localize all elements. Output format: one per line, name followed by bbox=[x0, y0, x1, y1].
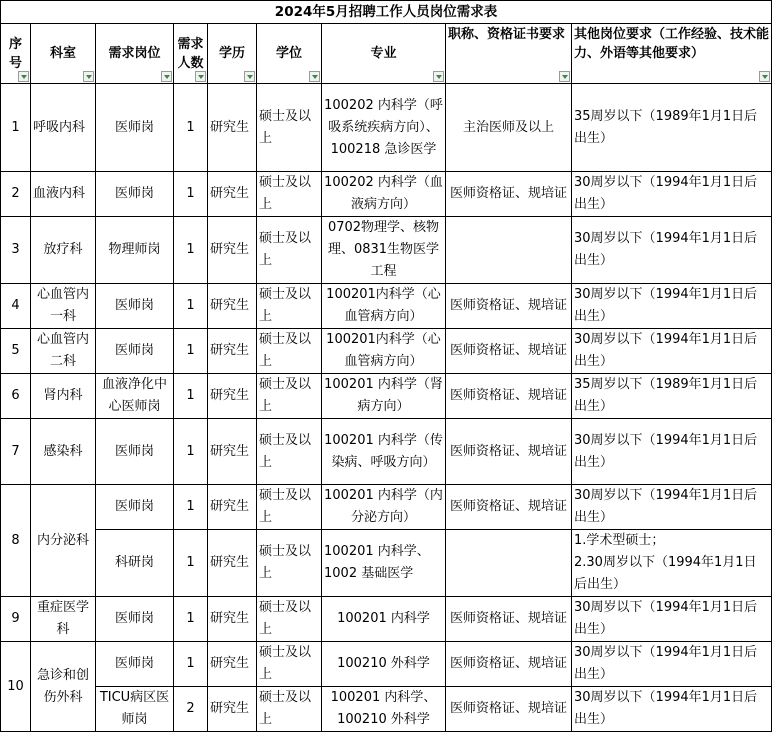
cell-dept[interactable]: 肾内科 bbox=[31, 374, 96, 419]
cell-edu[interactable]: 研究生 bbox=[208, 597, 257, 642]
table-row bbox=[1, 687, 772, 732]
table-row bbox=[1, 374, 772, 419]
header-major: 专业 bbox=[322, 24, 446, 84]
cell-other[interactable]: 30周岁以下（1994年1月1日后出生） bbox=[572, 419, 772, 485]
table-row bbox=[1, 284, 772, 329]
filter-dropdown-icon[interactable] bbox=[195, 71, 206, 82]
cell-cert[interactable]: 医师资格证、规培证 bbox=[446, 687, 572, 732]
cell-edu[interactable]: 研究生 bbox=[208, 84, 257, 172]
header-seq: 序号 bbox=[1, 24, 31, 84]
cell-major[interactable]: 100201 内科学（传染病、呼吸方向） bbox=[322, 419, 446, 485]
cell-other[interactable]: 35周岁以下（1989年1月1日后出生） bbox=[572, 374, 772, 419]
cell-post[interactable]: 医师岗 bbox=[96, 329, 174, 374]
cell-major[interactable]: 100201 内科学、100210 外科学 bbox=[322, 687, 446, 732]
cell-seq[interactable]: 4 bbox=[1, 284, 31, 329]
cell-major[interactable]: 100201 内科学、1002 基础医学 bbox=[322, 530, 446, 597]
cell-count[interactable]: 1 bbox=[174, 642, 208, 687]
cell-post[interactable]: 医师岗 bbox=[96, 642, 174, 687]
filter-dropdown-icon[interactable] bbox=[244, 71, 255, 82]
table-row bbox=[1, 172, 772, 217]
cell-degree[interactable]: 硕士及以上 bbox=[257, 530, 322, 597]
cell-edu[interactable]: 研究生 bbox=[208, 687, 257, 732]
cell-degree[interactable]: 硕士及以上 bbox=[257, 687, 322, 732]
cell-other[interactable]: 30周岁以下（1994年1月1日后出生） bbox=[572, 329, 772, 374]
cell-post[interactable]: 医师岗 bbox=[96, 597, 174, 642]
cell-seq[interactable]: 8 bbox=[1, 485, 31, 597]
cell-cert[interactable]: 医师资格证、规培证 bbox=[446, 485, 572, 530]
table-row bbox=[1, 329, 772, 374]
cell-count[interactable]: 1 bbox=[174, 329, 208, 374]
cell-dept[interactable]: 心血管内二科 bbox=[31, 329, 96, 374]
header-edu: 学历 bbox=[208, 24, 257, 84]
cell-other[interactable]: 35周岁以下（1989年1月1日后出生） bbox=[572, 84, 772, 172]
cell-dept[interactable]: 呼吸内科 bbox=[31, 84, 96, 172]
cell-post[interactable]: 医师岗 bbox=[96, 419, 174, 485]
cell-count[interactable]: 1 bbox=[174, 597, 208, 642]
cell-other[interactable]: 30周岁以下（1994年1月1日后出生） bbox=[572, 687, 772, 732]
cell-other[interactable]: 30周岁以下（1994年1月1日后出生） bbox=[572, 172, 772, 217]
cell-degree[interactable]: 硕士及以上 bbox=[257, 485, 322, 530]
cell-degree[interactable]: 硕士及以上 bbox=[257, 374, 322, 419]
cell-seq[interactable]: 1 bbox=[1, 84, 31, 172]
cell-post[interactable]: 血液净化中心医师岗 bbox=[96, 374, 174, 419]
cell-edu[interactable]: 研究生 bbox=[208, 284, 257, 329]
cell-dept[interactable]: 心血管内一科 bbox=[31, 284, 96, 329]
cell-count[interactable]: 1 bbox=[174, 530, 208, 597]
cell-seq[interactable]: 6 bbox=[1, 374, 31, 419]
header-cert: 职称、资格证书要求 bbox=[446, 24, 572, 84]
cell-cert[interactable]: 医师资格证、规培证 bbox=[446, 374, 572, 419]
cell-cert[interactable]: 医师资格证、规培证 bbox=[446, 419, 572, 485]
cell-major[interactable]: 100202 内科学（呼吸系统疾病方向）、100218 急诊医学 bbox=[322, 84, 446, 172]
cell-major[interactable]: 100202 内科学（血液病方向） bbox=[322, 172, 446, 217]
cell-degree[interactable]: 硕士及以上 bbox=[257, 419, 322, 485]
cell-cert[interactable]: 医师资格证、规培证 bbox=[446, 329, 572, 374]
cell-major[interactable]: 100201 内科学（内分泌方向） bbox=[322, 485, 446, 530]
header-degree: 学位 bbox=[257, 24, 322, 84]
cell-degree[interactable]: 硕士及以上 bbox=[257, 84, 322, 172]
header-dept: 科室 bbox=[31, 24, 96, 84]
cell-seq[interactable]: 10 bbox=[1, 642, 31, 732]
cell-seq[interactable]: 9 bbox=[1, 597, 31, 642]
cell-edu[interactable]: 研究生 bbox=[208, 217, 257, 284]
cell-major[interactable]: 100201内科学（心血管病方向） bbox=[322, 284, 446, 329]
cell-other[interactable]: 30周岁以下（1994年1月1日后出生） bbox=[572, 284, 772, 329]
cell-edu[interactable]: 研究生 bbox=[208, 642, 257, 687]
cell-count[interactable]: 1 bbox=[174, 284, 208, 329]
cell-major[interactable]: 100201 内科学（肾病方向） bbox=[322, 374, 446, 419]
cell-major[interactable]: 0702物理学、核物理、0831生物医学工程 bbox=[322, 217, 446, 284]
cell-seq[interactable]: 5 bbox=[1, 329, 31, 374]
cell-cert[interactable]: 医师资格证、规培证 bbox=[446, 597, 572, 642]
cell-degree[interactable]: 硕士及以上 bbox=[257, 597, 322, 642]
filter-dropdown-icon[interactable] bbox=[759, 71, 770, 82]
cell-other[interactable]: 30周岁以下（1994年1月1日后出生） bbox=[572, 597, 772, 642]
cell-seq[interactable]: 2 bbox=[1, 172, 31, 217]
cell-post[interactable]: 科研岗 bbox=[96, 530, 174, 597]
cell-degree[interactable]: 硕士及以上 bbox=[257, 217, 322, 284]
cell-seq[interactable]: 7 bbox=[1, 419, 31, 485]
cell-dept[interactable]: 放疗科 bbox=[31, 217, 96, 284]
cell-other[interactable]: 30周岁以下（1994年1月1日后出生） bbox=[572, 485, 772, 530]
cell-post[interactable]: 医师岗 bbox=[96, 284, 174, 329]
cell-post[interactable]: 医师岗 bbox=[96, 172, 174, 217]
filter-dropdown-icon[interactable] bbox=[161, 71, 172, 82]
cell-count[interactable]: 1 bbox=[174, 485, 208, 530]
filter-dropdown-icon[interactable] bbox=[309, 71, 320, 82]
cell-post[interactable]: 物理师岗 bbox=[96, 217, 174, 284]
cell-dept[interactable]: 血液内科 bbox=[31, 172, 96, 217]
cell-cert[interactable] bbox=[446, 530, 572, 597]
cell-degree[interactable]: 硕士及以上 bbox=[257, 642, 322, 687]
cell-degree[interactable]: 硕士及以上 bbox=[257, 329, 322, 374]
cell-count[interactable]: 1 bbox=[174, 374, 208, 419]
header-count: 需求人数 bbox=[174, 24, 208, 84]
other-line-1: 1.学术型硕士； bbox=[574, 533, 665, 548]
cell-dept[interactable]: 感染科 bbox=[31, 419, 96, 485]
header-row bbox=[1, 24, 772, 84]
cell-cert[interactable]: 医师资格证、规培证 bbox=[446, 284, 572, 329]
table-row bbox=[1, 597, 772, 642]
cell-count[interactable]: 1 bbox=[174, 84, 208, 172]
cell-degree[interactable]: 硕士及以上 bbox=[257, 284, 322, 329]
cell-count[interactable]: 1 bbox=[174, 172, 208, 217]
cell-count[interactable]: 2 bbox=[174, 687, 208, 732]
cell-edu[interactable]: 研究生 bbox=[208, 374, 257, 419]
table-row bbox=[1, 419, 772, 485]
table-row bbox=[1, 217, 772, 284]
cell-cert[interactable] bbox=[446, 217, 572, 284]
cell-post[interactable]: TICU病区医师岗 bbox=[96, 687, 174, 732]
table-row bbox=[1, 84, 772, 172]
cell-other[interactable]: 30周岁以下（1994年1月1日后出生） bbox=[572, 642, 772, 687]
other-line-2: 2.30周岁以下（1994年1月1日后出生） bbox=[574, 555, 757, 592]
cell-edu[interactable]: 研究生 bbox=[208, 172, 257, 217]
cell-post[interactable]: 医师岗 bbox=[96, 84, 174, 172]
cell-edu[interactable]: 研究生 bbox=[208, 329, 257, 374]
filter-dropdown-icon[interactable] bbox=[83, 71, 94, 82]
cell-cert[interactable]: 主治医师及以上 bbox=[446, 84, 572, 172]
table-row bbox=[1, 530, 772, 597]
header-post: 需求岗位 bbox=[96, 24, 174, 84]
header-other: 其他岗位要求（工作经验、技术能力、外语等其他要求） bbox=[572, 24, 772, 84]
filter-dropdown-icon[interactable] bbox=[433, 71, 444, 82]
cell-edu[interactable]: 研究生 bbox=[208, 485, 257, 530]
cell-other[interactable]: 30周岁以下（1994年1月1日后出生） bbox=[572, 217, 772, 284]
cell-edu[interactable]: 研究生 bbox=[208, 419, 257, 485]
cell-dept[interactable]: 重症医学科 bbox=[31, 597, 96, 642]
cell-other[interactable] bbox=[572, 530, 772, 597]
cell-degree[interactable]: 硕士及以上 bbox=[257, 172, 322, 217]
table-row bbox=[1, 642, 772, 687]
cell-major[interactable]: 100210 外科学 bbox=[322, 642, 446, 687]
cell-major[interactable]: 100201 内科学 bbox=[322, 597, 446, 642]
cell-dept[interactable]: 内分泌科 bbox=[31, 485, 96, 597]
cell-seq[interactable]: 3 bbox=[1, 217, 31, 284]
cell-edu[interactable]: 研究生 bbox=[208, 530, 257, 597]
cell-cert[interactable]: 医师资格证、规培证 bbox=[446, 642, 572, 687]
cell-post[interactable]: 医师岗 bbox=[96, 485, 174, 530]
cell-count[interactable]: 1 bbox=[174, 419, 208, 485]
filter-dropdown-icon[interactable] bbox=[559, 71, 570, 82]
cell-count[interactable]: 1 bbox=[174, 217, 208, 284]
table-row bbox=[1, 485, 772, 530]
cell-dept[interactable]: 急诊和创伤外科 bbox=[31, 642, 96, 732]
filter-dropdown-icon[interactable] bbox=[18, 71, 29, 82]
cell-major[interactable]: 100201内科学（心血管病方向） bbox=[322, 329, 446, 374]
cell-cert[interactable]: 医师资格证、规培证 bbox=[446, 172, 572, 217]
table-title: 2024年5月招聘工作人员岗位需求表 bbox=[1, 1, 772, 24]
